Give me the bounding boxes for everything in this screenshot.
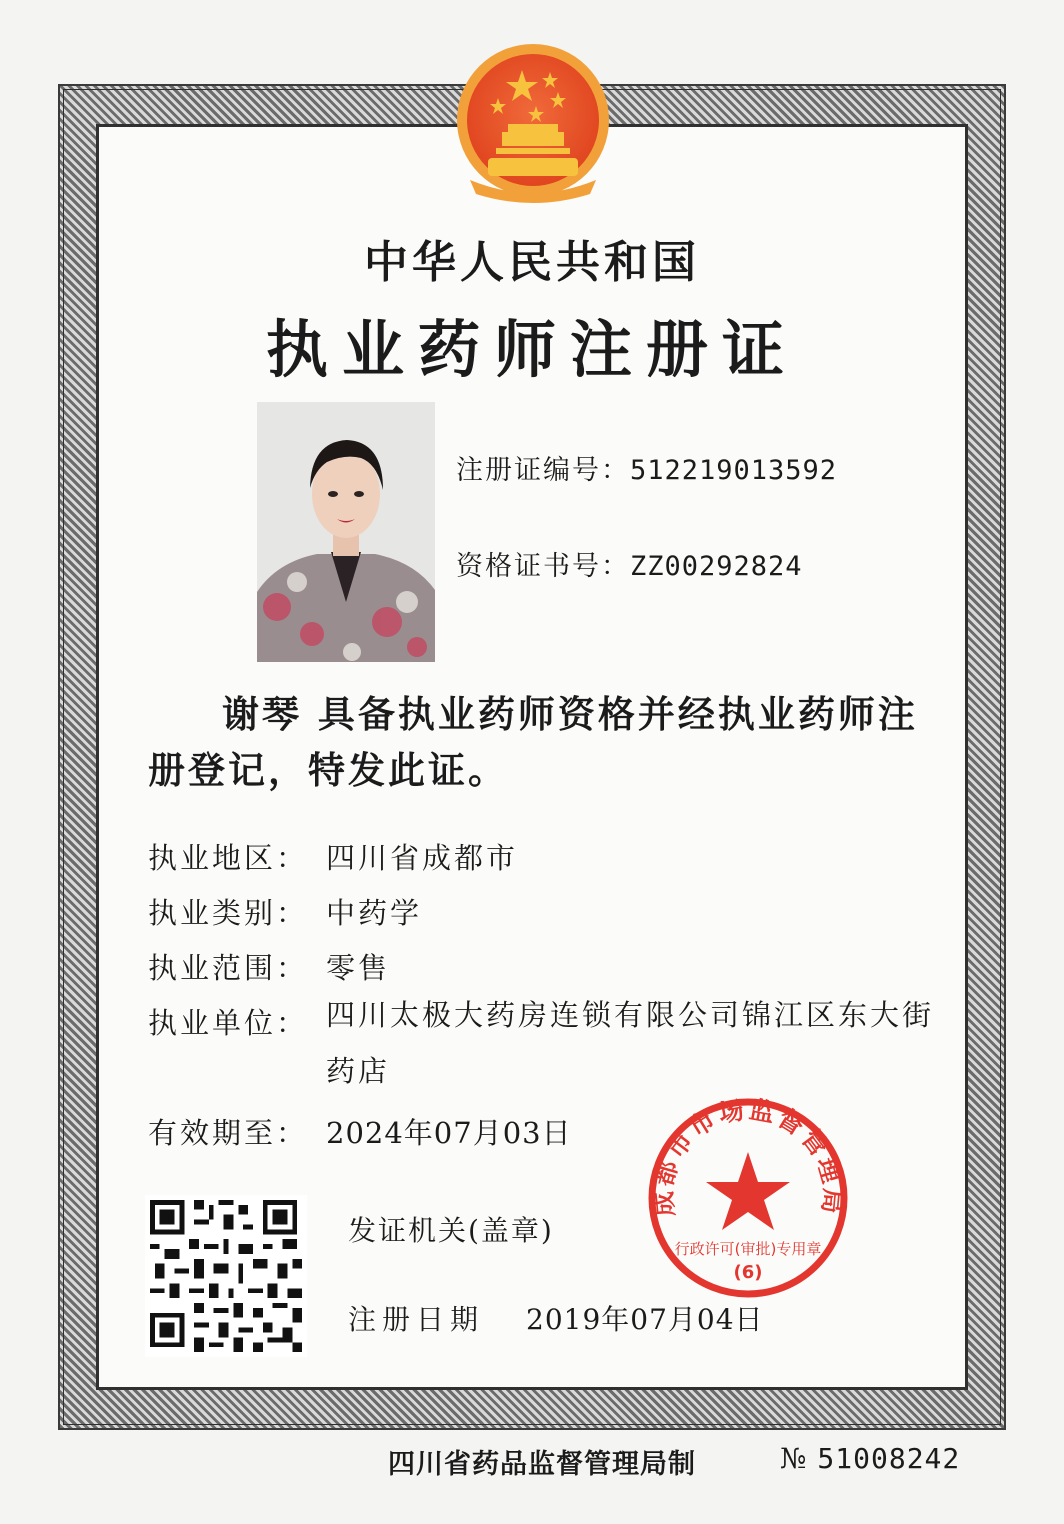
registration-date: 2019年07月04日: [526, 1303, 764, 1336]
serial-prefix: №: [780, 1442, 808, 1475]
seal-star-icon: [706, 1152, 790, 1230]
qualification-number-line: [456, 544, 803, 583]
registration-number-line: [456, 448, 837, 487]
field-label: 执业范围：: [148, 951, 309, 985]
footer-issuing-org: 四川省药品监督管理局制: [388, 1449, 696, 1480]
qualification-number-label: 资格证书号：: [456, 551, 630, 582]
field-value: 零售: [326, 951, 391, 985]
registration-date-label: 注册日期: [348, 1303, 485, 1336]
seal-purpose-text: 行政许可(审批)专用章: [674, 1240, 822, 1258]
qr-code: [145, 1195, 307, 1357]
registration-number-label: 注册证编号：: [456, 455, 630, 486]
country-title: 中华人民共和国: [364, 237, 700, 288]
national-emblem-icon: [440, 40, 626, 204]
field-label: 有效期至：: [148, 1116, 309, 1150]
serial-number: 51008242: [817, 1442, 961, 1475]
field-label: 执业类别：: [148, 896, 309, 930]
field-row-area: [148, 836, 936, 877]
footer-serial: [780, 1442, 960, 1475]
issuer-label: 发证机关(盖章): [348, 1214, 554, 1247]
certificate-statement: 谢琴 具备执业药师资格并经执业药师注册登记，特发此证。: [148, 692, 918, 792]
field-value: 中药学: [326, 896, 423, 930]
official-seal: [644, 1094, 852, 1302]
holder-photo: [257, 402, 435, 662]
seal-org-text: 成都市市场监督管理局: [648, 1094, 848, 1218]
certificate-title: 执业药师注册证: [265, 313, 798, 386]
field-value: 四川太极大药房连锁有限公司锦江区东大街药店: [326, 998, 935, 1088]
field-row-category: [148, 891, 936, 932]
field-label: 执业单位：: [148, 1006, 309, 1040]
field-row-unit: [148, 998, 936, 1099]
qualification-number: ZZ00292824: [630, 551, 803, 582]
field-value: 四川省成都市: [326, 841, 519, 875]
seal-number-text: (6): [733, 1262, 763, 1283]
field-label: 执业地区：: [148, 841, 309, 875]
field-row-scope: [148, 946, 936, 987]
registration-number: 512219013592: [630, 455, 838, 486]
field-value: 2024年07月03日: [326, 1116, 572, 1150]
